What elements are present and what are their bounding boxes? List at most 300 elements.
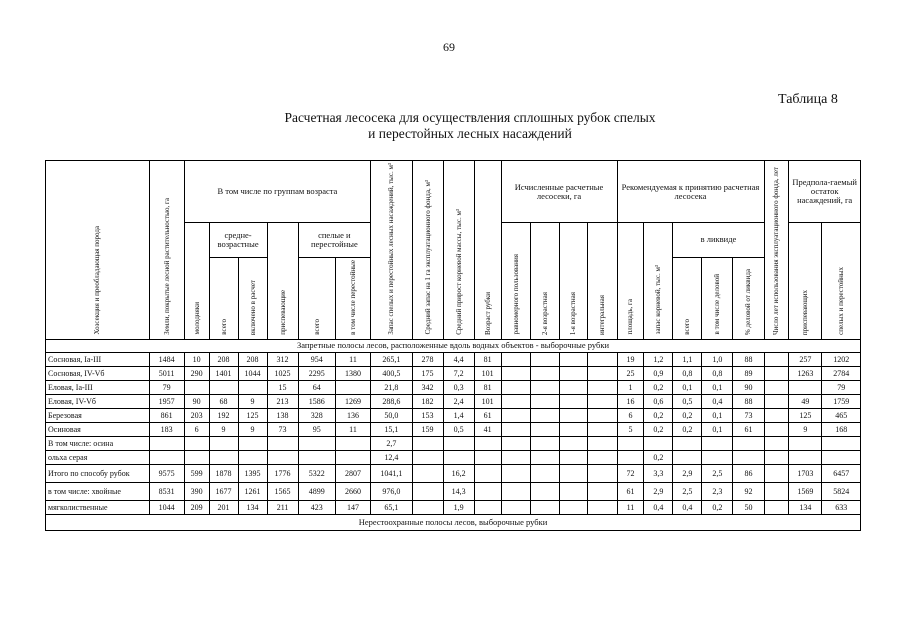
table-cell: 79 — [149, 380, 184, 394]
header-calc-1: равномерного пользования — [501, 223, 530, 340]
table-cell: 2,7 — [371, 436, 412, 450]
header-stock: Запас спелых и перестойных лесных насаждений, тыс. м³ — [371, 161, 412, 340]
table-cell — [789, 436, 822, 450]
table-cell: 1 — [617, 380, 644, 394]
row-label: Еловая, IV-Vб — [46, 394, 150, 408]
table-cell: 9 — [209, 422, 238, 436]
table-cell: 1044 — [149, 500, 184, 514]
table-cell — [238, 450, 267, 464]
header-remain: Предпола-гаемый остаток насаждений, га — [789, 161, 861, 223]
row-label: Сосновая, IV-Vб — [46, 366, 150, 380]
table-cell: 12,4 — [371, 450, 412, 464]
table-cell: 101 — [474, 394, 501, 408]
table-cell — [530, 380, 559, 394]
table-cell: 208 — [238, 352, 267, 366]
table-cell: 9 — [238, 422, 267, 436]
table-cell: 65,1 — [371, 500, 412, 514]
table-cell — [149, 436, 184, 450]
table-cell — [559, 394, 588, 408]
table-cell — [298, 450, 335, 464]
table-cell — [764, 366, 789, 380]
row-label: мягколиственные — [46, 500, 150, 514]
table-cell: 1,9 — [443, 500, 474, 514]
table-cell: 6457 — [822, 464, 861, 482]
table-cell — [530, 436, 559, 450]
table-cell: 15,1 — [371, 422, 412, 436]
table-cell: 14,3 — [443, 482, 474, 500]
table-cell — [412, 482, 443, 500]
table-cell: 16 — [617, 394, 644, 408]
section-top: Запретные полосы лесов, расположенные вдоль водных объектов - выборочные рубки — [46, 339, 861, 352]
table-cell — [764, 500, 789, 514]
table-cell: 61 — [733, 422, 764, 436]
table-cell: 134 — [238, 500, 267, 514]
table-cell: 50 — [733, 500, 764, 514]
table-cell: 599 — [184, 464, 209, 482]
section-bottom: Нерестоохранные полосы лесов, выборочные рубки — [46, 514, 861, 530]
table-cell — [702, 450, 733, 464]
header-middle-total: всего — [209, 257, 238, 339]
table-row — [46, 436, 861, 450]
table-cell: 6 — [184, 422, 209, 436]
table-cell — [501, 352, 530, 366]
table-cell — [733, 436, 764, 450]
table-cell — [559, 450, 588, 464]
table-cell — [501, 482, 530, 500]
table-cell: 2660 — [335, 482, 370, 500]
table-cell: 5011 — [149, 366, 184, 380]
table-cell — [559, 422, 588, 436]
table-cell — [559, 366, 588, 380]
table-cell — [412, 500, 443, 514]
table-cell: 86 — [733, 464, 764, 482]
header-mature: спелые и перестойные — [298, 223, 371, 258]
table-cell: 81 — [474, 352, 501, 366]
table-cell — [588, 380, 617, 394]
table-cell: 1586 — [298, 394, 335, 408]
table-cell: 183 — [149, 422, 184, 436]
table-cell — [702, 436, 733, 450]
table-cell: 88 — [733, 352, 764, 366]
table-cell — [209, 436, 238, 450]
table-cell: 5824 — [822, 482, 861, 500]
table-cell: 192 — [209, 408, 238, 422]
table-cell — [149, 450, 184, 464]
table-data-body — [46, 352, 861, 514]
table-cell — [764, 422, 789, 436]
table-cell: 633 — [822, 500, 861, 514]
table-row — [46, 500, 861, 514]
table-cell — [412, 450, 443, 464]
table-cell — [764, 464, 789, 482]
table-cell — [474, 436, 501, 450]
table-cell: 1261 — [238, 482, 267, 500]
header-rec-root: запас корневой, тыс. м³ — [644, 223, 673, 340]
table-row — [46, 482, 861, 500]
section-row-top — [46, 339, 861, 352]
table-cell — [588, 366, 617, 380]
table-cell: 390 — [184, 482, 209, 500]
table-cell — [644, 436, 673, 450]
table-cell: 861 — [149, 408, 184, 422]
table-cell — [335, 380, 370, 394]
table-cell: 1677 — [209, 482, 238, 500]
section-row-bottom — [46, 514, 861, 530]
table-cell: 9575 — [149, 464, 184, 482]
table-cell: 0,8 — [702, 366, 733, 380]
table-cell — [764, 482, 789, 500]
table-cell: 6 — [617, 408, 644, 422]
table-cell — [474, 500, 501, 514]
table-cell — [764, 380, 789, 394]
table-cell — [501, 380, 530, 394]
table-cell: 50,0 — [371, 408, 412, 422]
table-cell — [209, 380, 238, 394]
table-cell: 1,2 — [644, 352, 673, 366]
row-label: ольха серая — [46, 450, 150, 464]
table-cell: 159 — [412, 422, 443, 436]
table-row — [46, 352, 861, 366]
table-cell: 976,0 — [371, 482, 412, 500]
table-cell — [267, 436, 298, 450]
table-cell: 19 — [617, 352, 644, 366]
table-cell: 92 — [733, 482, 764, 500]
table-cell: 423 — [298, 500, 335, 514]
header-remain-1: приспевающих — [789, 223, 822, 340]
table-cell: 257 — [789, 352, 822, 366]
table-cell: 147 — [335, 500, 370, 514]
table-cell — [559, 436, 588, 450]
table-cell: 209 — [184, 500, 209, 514]
table-cell: 265,1 — [371, 352, 412, 366]
row-label: в том числе: хвойные — [46, 482, 150, 500]
table-cell: 125 — [789, 408, 822, 422]
header-rec-area: площадь, га — [617, 223, 644, 340]
table-cell — [822, 436, 861, 450]
table-cell: 0,4 — [644, 500, 673, 514]
table-cell: 0,6 — [644, 394, 673, 408]
table-cell — [267, 450, 298, 464]
table-cell: 2,5 — [702, 464, 733, 482]
header-middle: средне-возрастные — [209, 223, 267, 258]
table-cell: 328 — [298, 408, 335, 422]
table-cell: 73 — [267, 422, 298, 436]
header-avg-stock: Средний запас на 1 га эксплуатационного фонда, м³ — [412, 161, 443, 340]
table-cell: 153 — [412, 408, 443, 422]
page-number: 69 — [443, 40, 455, 54]
table-cell — [588, 352, 617, 366]
table-cell — [559, 352, 588, 366]
table-cell: 1025 — [267, 366, 298, 380]
table-label: Таблица 8 — [778, 92, 838, 107]
table-cell: 2,9 — [673, 464, 702, 482]
table-cell: 11 — [335, 352, 370, 366]
table-cell: 1044 — [238, 366, 267, 380]
table-cell: 0,5 — [443, 422, 474, 436]
table-cell — [789, 450, 822, 464]
header-cut-age: Возраст рубки — [474, 161, 501, 340]
table-cell — [501, 408, 530, 422]
table-cell — [501, 422, 530, 436]
table-cell: 0,2 — [702, 500, 733, 514]
table-cell: 1395 — [238, 464, 267, 482]
table-cell: 7,2 — [443, 366, 474, 380]
table-cell — [559, 408, 588, 422]
table-cell: 4899 — [298, 482, 335, 500]
table-cell — [474, 464, 501, 482]
table-cell — [617, 436, 644, 450]
row-label: Осиновая — [46, 422, 150, 436]
table-cell — [673, 450, 702, 464]
table-cell: 2,5 — [673, 482, 702, 500]
table-cell: 1041,1 — [371, 464, 412, 482]
table-cell: 1,4 — [443, 408, 474, 422]
table-title — [160, 110, 780, 142]
table-cell — [588, 394, 617, 408]
table-cell: 0,4 — [702, 394, 733, 408]
table-cell — [789, 380, 822, 394]
table-cell: 211 — [267, 500, 298, 514]
table-cell: 0,2 — [673, 408, 702, 422]
table-cell — [298, 436, 335, 450]
table-cell: 1484 — [149, 352, 184, 366]
table-cell: 5322 — [298, 464, 335, 482]
table-cell: 1,1 — [673, 352, 702, 366]
table-row — [46, 464, 861, 482]
table-cell: 213 — [267, 394, 298, 408]
table-cell: 0,3 — [443, 380, 474, 394]
table-cell: 101 — [474, 366, 501, 380]
table-cell — [764, 394, 789, 408]
table-cell: 1401 — [209, 366, 238, 380]
header-mature-over: в том числе перестойные — [335, 257, 370, 339]
table-cell: 9 — [789, 422, 822, 436]
table-cell: 61 — [617, 482, 644, 500]
table-cell: 1269 — [335, 394, 370, 408]
table-cell — [501, 450, 530, 464]
table-cell — [764, 408, 789, 422]
table-cell — [559, 464, 588, 482]
table-cell: 0,2 — [673, 422, 702, 436]
table-cell — [530, 352, 559, 366]
table-cell — [335, 450, 370, 464]
table-cell — [501, 366, 530, 380]
table-cell — [764, 450, 789, 464]
table-cell — [530, 482, 559, 500]
table-row — [46, 450, 861, 464]
table-cell: 1776 — [267, 464, 298, 482]
header-liq-business: в том числе деловой — [702, 257, 733, 339]
header-calc: Исчисленные расчетные лесосеки, га — [501, 161, 617, 223]
table-cell: 15 — [267, 380, 298, 394]
header-approaching: приспевающие — [267, 223, 298, 340]
table-cell — [559, 482, 588, 500]
table-cell: 0,2 — [644, 408, 673, 422]
table-cell: 175 — [412, 366, 443, 380]
header-rec: Рекомендуемая к принятию расчетная лесосека — [617, 161, 764, 223]
table-cell: 10 — [184, 352, 209, 366]
table-cell: 0,1 — [702, 380, 733, 394]
table-cell: 0,1 — [702, 422, 733, 436]
table-cell: 1263 — [789, 366, 822, 380]
table-cell — [588, 464, 617, 482]
table-cell — [530, 464, 559, 482]
table-cell: 0,1 — [673, 380, 702, 394]
table-row — [46, 380, 861, 394]
header-remain-2: спелых и перестойных — [822, 223, 861, 340]
table-cell: 9 — [238, 394, 267, 408]
table-cell: 11 — [335, 422, 370, 436]
table-cell: 4,4 — [443, 352, 474, 366]
table-cell — [184, 436, 209, 450]
title-line-1: Расчетная лесосека для осуществления сплошных рубок спелых — [284, 110, 656, 125]
table-cell: 0,2 — [644, 450, 673, 464]
header-years: Число лет использования эксплуатационного фонда, лет — [764, 161, 789, 340]
table-cell: 25 — [617, 366, 644, 380]
table-cell: 1703 — [789, 464, 822, 482]
table-row — [46, 394, 861, 408]
row-label: Итого по способу рубок — [46, 464, 150, 482]
table-cell: 41 — [474, 422, 501, 436]
table-cell: 89 — [733, 366, 764, 380]
table-cell: 2,4 — [443, 394, 474, 408]
table-cell — [530, 408, 559, 422]
header-calc-3: 1-я возрастная — [559, 223, 588, 340]
table-cell: 11 — [617, 500, 644, 514]
table-cell: 88 — [733, 394, 764, 408]
table-cell: 1569 — [789, 482, 822, 500]
table-cell: 68 — [209, 394, 238, 408]
table-cell — [617, 450, 644, 464]
header-row-1 — [46, 161, 861, 223]
table-cell — [673, 436, 702, 450]
table-cell: 2807 — [335, 464, 370, 482]
table-cell: 0,2 — [644, 380, 673, 394]
table-cell: 90 — [733, 380, 764, 394]
table-cell — [588, 436, 617, 450]
table-cell — [588, 450, 617, 464]
header-liq-pct: % деловой от ликвида — [733, 257, 764, 339]
table-cell: 0,5 — [673, 394, 702, 408]
header-mature-total: всего — [298, 257, 335, 339]
header-liquid: в ликвиде — [673, 223, 764, 258]
table-cell: 168 — [822, 422, 861, 436]
table-cell — [412, 464, 443, 482]
table-cell: 2295 — [298, 366, 335, 380]
table-row — [46, 408, 861, 422]
table-cell — [822, 450, 861, 464]
table-cell — [209, 450, 238, 464]
table-cell — [184, 450, 209, 464]
table-cell — [559, 380, 588, 394]
header-young: молодняки — [184, 223, 209, 340]
table-cell — [530, 500, 559, 514]
table-cell: 278 — [412, 352, 443, 366]
row-label: Сосновая, Iа-III — [46, 352, 150, 366]
header-age-groups: В том числе по группам возраста — [184, 161, 370, 223]
table-cell: 21,8 — [371, 380, 412, 394]
header-liq-total: всего — [673, 257, 702, 339]
header-calc-2: 2-я возрастная — [530, 223, 559, 340]
table-cell: 138 — [267, 408, 298, 422]
row-label: Березовая — [46, 408, 150, 422]
table-cell: 0,8 — [673, 366, 702, 380]
table-cell: 0,4 — [673, 500, 702, 514]
table-cell — [443, 450, 474, 464]
table-cell: 64 — [298, 380, 335, 394]
header-species: Хозсекция и преобладающая порода — [46, 161, 150, 340]
table-cell — [530, 422, 559, 436]
table-cell: 342 — [412, 380, 443, 394]
table-cell: 95 — [298, 422, 335, 436]
table-cell: 1565 — [267, 482, 298, 500]
table-cell: 1,0 — [702, 352, 733, 366]
table-cell — [412, 436, 443, 450]
table-cell — [764, 352, 789, 366]
table-cell — [238, 380, 267, 394]
row-label: В том числе: осина — [46, 436, 150, 450]
table-cell — [238, 436, 267, 450]
forest-cut-table — [45, 160, 861, 531]
table-cell: 2784 — [822, 366, 861, 380]
table-row — [46, 366, 861, 380]
table-cell — [501, 464, 530, 482]
table-cell: 1380 — [335, 366, 370, 380]
table-cell: 49 — [789, 394, 822, 408]
table-cell: 312 — [267, 352, 298, 366]
table-cell: 208 — [209, 352, 238, 366]
table-cell — [530, 450, 559, 464]
header-middle-incl: включено в расчет — [238, 257, 267, 339]
table-cell: 1202 — [822, 352, 861, 366]
table-cell: 465 — [822, 408, 861, 422]
table-cell — [588, 482, 617, 500]
table-cell: 0,1 — [702, 408, 733, 422]
table-cell — [443, 436, 474, 450]
header-calc-4: интегральная — [588, 223, 617, 340]
table-cell — [559, 500, 588, 514]
table-cell: 73 — [733, 408, 764, 422]
table-cell — [588, 422, 617, 436]
table-cell: 81 — [474, 380, 501, 394]
table-cell: 61 — [474, 408, 501, 422]
table-cell — [474, 482, 501, 500]
table-cell — [530, 394, 559, 408]
table-cell — [764, 436, 789, 450]
table-cell — [184, 380, 209, 394]
table-cell: 1957 — [149, 394, 184, 408]
table-cell: 125 — [238, 408, 267, 422]
table-cell: 5 — [617, 422, 644, 436]
table-cell: 1759 — [822, 394, 861, 408]
table-cell: 954 — [298, 352, 335, 366]
table-cell: 3,3 — [644, 464, 673, 482]
table-cell — [588, 500, 617, 514]
table-cell: 288,6 — [371, 394, 412, 408]
table-cell: 290 — [184, 366, 209, 380]
header-avg-growth: Средний прирост корневой массы, тыс. м³ — [443, 161, 474, 340]
table-cell: 0,2 — [644, 422, 673, 436]
table-cell — [530, 366, 559, 380]
table-cell: 79 — [822, 380, 861, 394]
table-cell — [501, 436, 530, 450]
header-land: Земли, покрытые лесной растительностью, га — [149, 161, 184, 340]
table-cell: 90 — [184, 394, 209, 408]
table-cell: 2,9 — [644, 482, 673, 500]
table-cell — [733, 450, 764, 464]
table-cell: 182 — [412, 394, 443, 408]
table-cell: 203 — [184, 408, 209, 422]
